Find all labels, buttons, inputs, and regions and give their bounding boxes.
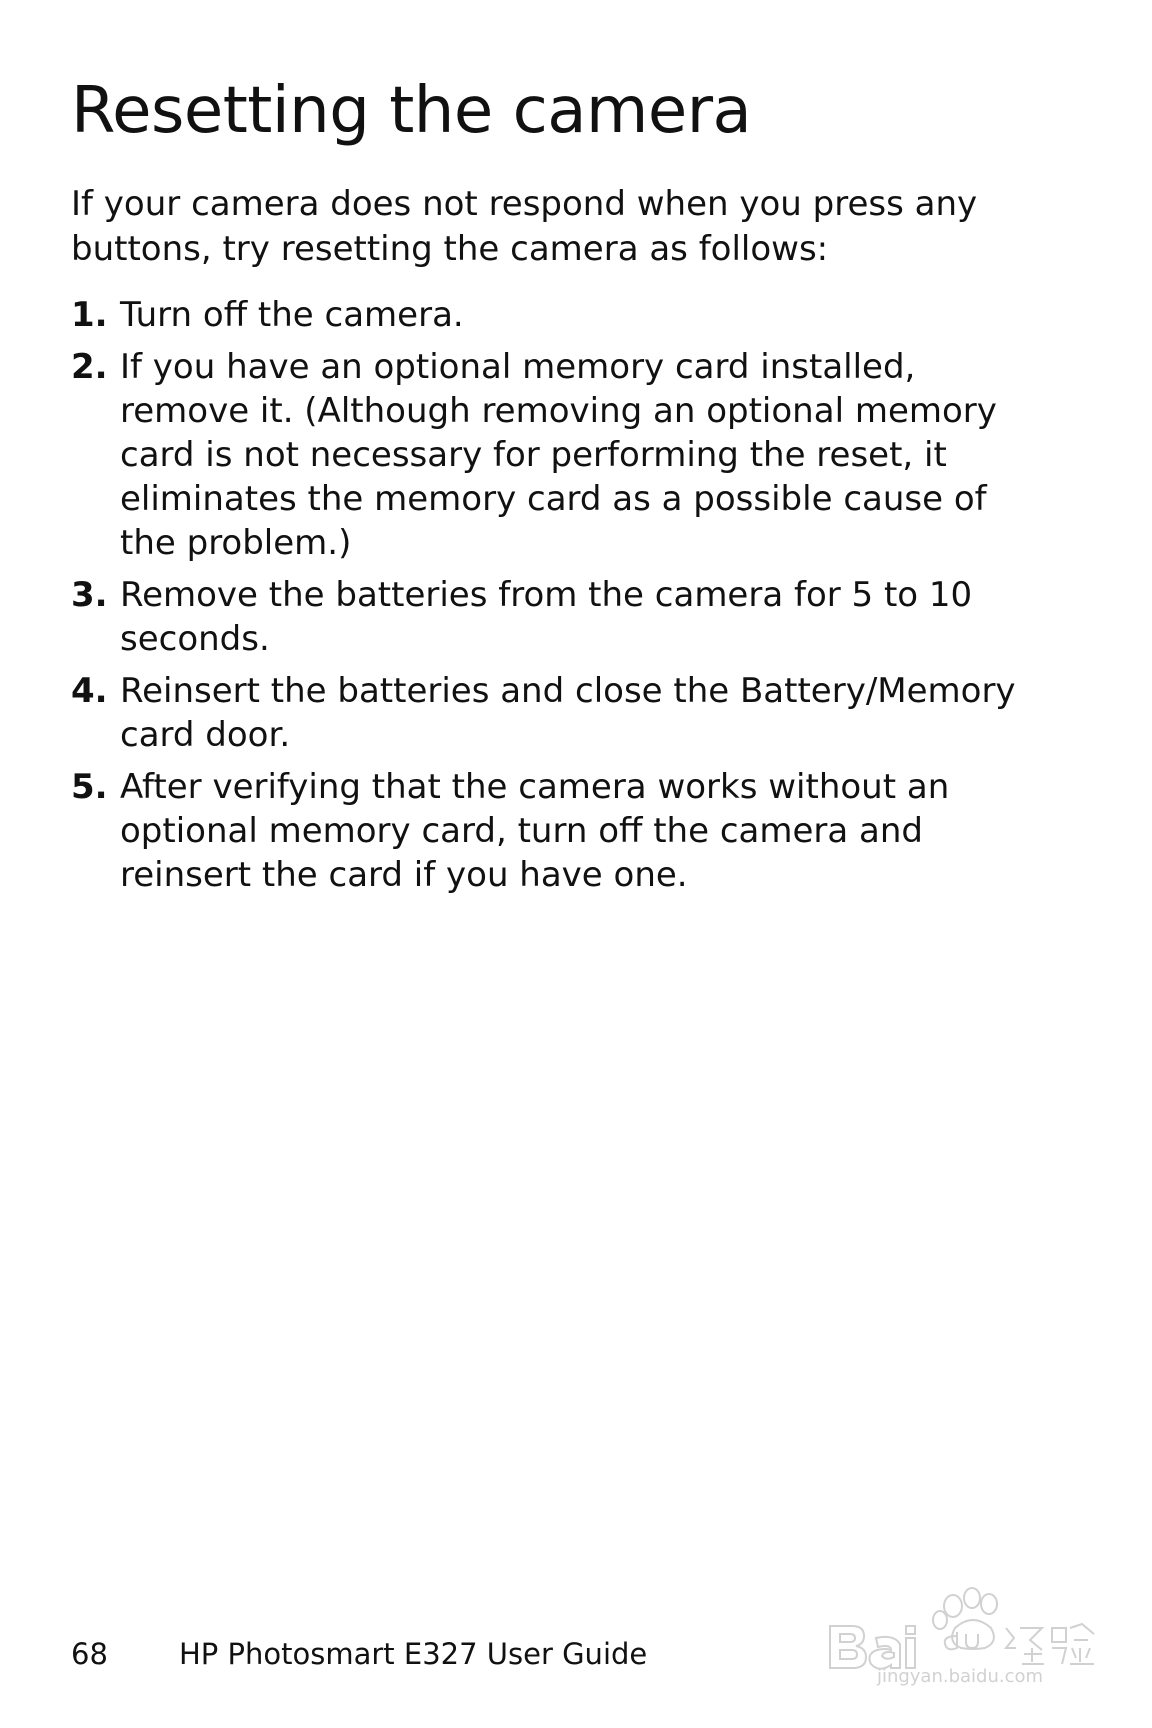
list-item — [71, 345, 1031, 565]
list-item — [71, 765, 1031, 897]
step-text: Remove the batteries from the camera for 5 to 10 seconds. — [120, 575, 973, 659]
step-number: 3. — [71, 575, 108, 615]
page-title: Resetting the camera — [71, 74, 752, 148]
step-text: Reinsert the batteries and close the Battery/Memory card door. — [120, 671, 1016, 755]
baidu-watermark-logo — [820, 1568, 1100, 1688]
page-number: 68 — [71, 1637, 108, 1671]
step-number: 5. — [71, 767, 108, 807]
guide-title: HP Photosmart E327 User Guide — [179, 1637, 648, 1671]
step-number: 1. — [71, 295, 108, 335]
intro-paragraph: If your camera does not respond when you press any buttons, try resetting the camera as follows: — [71, 184, 978, 269]
page-footer — [71, 1637, 647, 1671]
step-text: If you have an optional memory card installed, remove it. (Although removing an optional memory card is not necessary for performing the reset, it eliminates the memory card as a possible cause of the problem.) — [120, 347, 997, 563]
steps-list — [71, 293, 1031, 905]
list-item — [71, 293, 1031, 337]
step-number: 2. — [71, 347, 108, 387]
watermark-url: jingyan.baidu.com — [876, 1666, 1044, 1687]
list-item — [71, 669, 1031, 757]
step-text: After verifying that the camera works without an optional memory card, turn off the camera and reinsert the card if you have one. — [120, 767, 950, 895]
step-number: 4. — [71, 671, 108, 711]
step-text: Turn off the camera. — [120, 295, 464, 335]
list-item — [71, 573, 1031, 661]
